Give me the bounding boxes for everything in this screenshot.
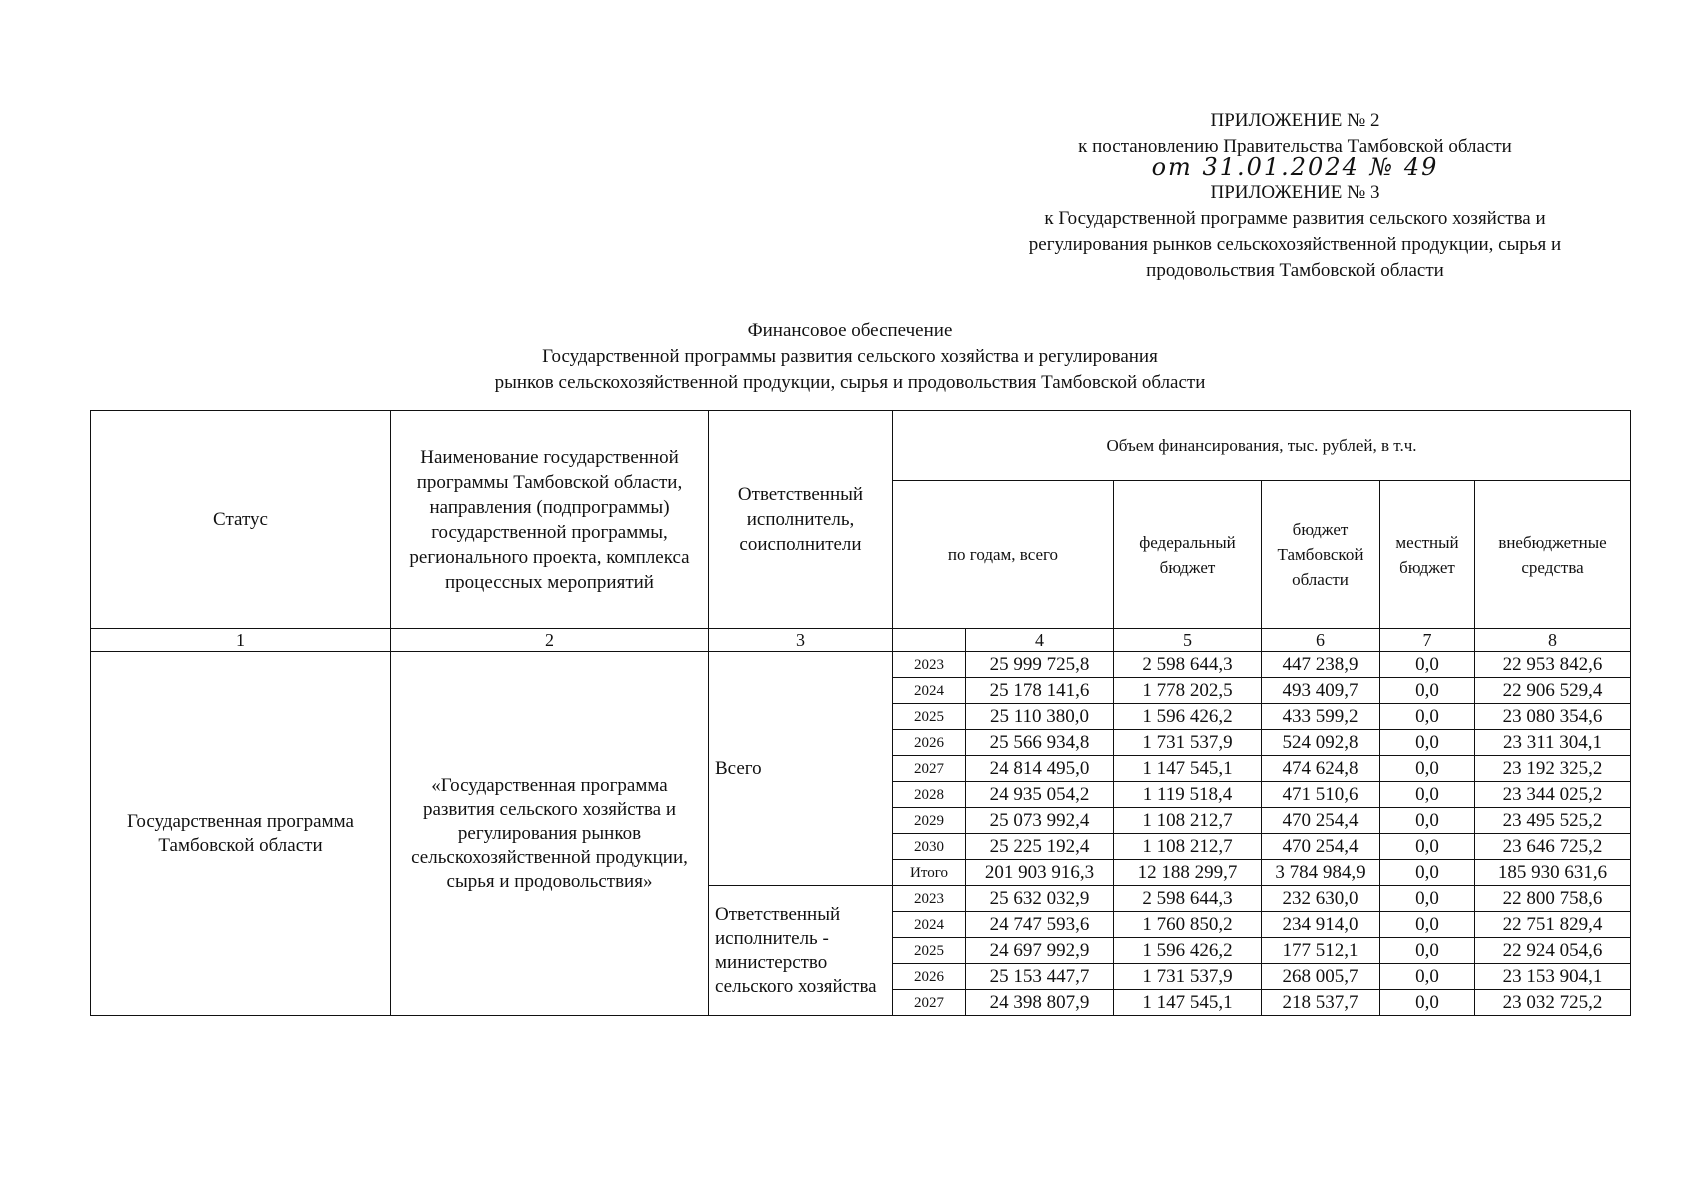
header-program-name: Наименование государственной программы Тамбовской области, направления (подпрограммы) государственной программы, регионального проекта, комплекса процессных мероприятий	[391, 411, 709, 629]
federal-cell: 2 598 644,3	[1114, 886, 1262, 912]
federal-cell: 1 108 212,7	[1114, 808, 1262, 834]
year-cell: 2030	[893, 834, 966, 860]
local-cell: 0,0	[1380, 990, 1475, 1016]
annex3-reference-line1: к Государственной программе развития сельского хозяйства и	[1044, 208, 1546, 229]
year-cell: 2023	[893, 886, 966, 912]
total-cell: 25 178 141,6	[966, 678, 1114, 704]
col-number: 5	[1114, 629, 1262, 652]
annex-header	[960, 108, 1630, 284]
local-cell: 0,0	[1380, 808, 1475, 834]
regional-cell: 268 005,7	[1262, 964, 1380, 990]
federal-cell: 1 108 212,7	[1114, 834, 1262, 860]
total-cell: 24 814 495,0	[966, 756, 1114, 782]
financing-table	[90, 410, 1631, 1016]
year-cell: 2025	[893, 704, 966, 730]
total-cell: 25 153 447,7	[966, 964, 1114, 990]
extrabudgetary-cell: 22 906 529,4	[1475, 678, 1631, 704]
year-cell: 2028	[893, 782, 966, 808]
header-local-budget: местный бюджет	[1380, 481, 1475, 629]
year-cell: 2027	[893, 756, 966, 782]
local-cell: 0,0	[1380, 886, 1475, 912]
extrabudgetary-cell: 23 646 725,2	[1475, 834, 1631, 860]
header-status: Статус	[91, 411, 391, 629]
header-financing-volume: Объем финансирования, тыс. рублей, в т.ч.	[893, 411, 1631, 481]
col-number: 2	[391, 629, 709, 652]
executor-cell: Всего	[709, 652, 893, 886]
local-cell: 0,0	[1380, 938, 1475, 964]
regional-cell: 470 254,4	[1262, 834, 1380, 860]
total-cell: 201 903 916,3	[966, 860, 1114, 886]
regional-cell: 433 599,2	[1262, 704, 1380, 730]
local-cell: 0,0	[1380, 678, 1475, 704]
annex3-reference-line2: регулирования рынков сельскохозяйственной продукции, сырья и	[1028, 234, 1562, 255]
federal-cell: 1 731 537,9	[1114, 964, 1262, 990]
col-number: 3	[709, 629, 893, 652]
extrabudgetary-cell: 23 080 354,6	[1475, 704, 1631, 730]
federal-cell: 1 760 850,2	[1114, 912, 1262, 938]
year-cell: Итого	[893, 860, 966, 886]
title-line1: Финансовое обеспечение	[747, 320, 953, 341]
regional-cell: 232 630,0	[1262, 886, 1380, 912]
extrabudgetary-cell: 185 930 631,6	[1475, 860, 1631, 886]
extrabudgetary-cell: 23 192 325,2	[1475, 756, 1631, 782]
regional-cell: 474 624,8	[1262, 756, 1380, 782]
header-extrabudgetary: внебюджетные средства	[1475, 481, 1631, 629]
federal-cell: 1 147 545,1	[1114, 990, 1262, 1016]
extrabudgetary-cell: 23 495 525,2	[1475, 808, 1631, 834]
regional-cell: 524 092,8	[1262, 730, 1380, 756]
total-cell: 25 566 934,8	[966, 730, 1114, 756]
col-number: 7	[1380, 629, 1475, 652]
local-cell: 0,0	[1380, 730, 1475, 756]
header-by-years: по годам, всего	[893, 481, 1114, 629]
local-cell: 0,0	[1380, 834, 1475, 860]
federal-cell: 1 147 545,1	[1114, 756, 1262, 782]
col-number: 8	[1475, 629, 1631, 652]
extrabudgetary-cell: 22 751 829,4	[1475, 912, 1631, 938]
table-row	[91, 652, 1631, 678]
federal-cell: 1 778 202,5	[1114, 678, 1262, 704]
extrabudgetary-cell: 23 153 904,1	[1475, 964, 1631, 990]
regional-cell: 470 254,4	[1262, 808, 1380, 834]
year-cell: 2026	[893, 964, 966, 990]
year-cell: 2029	[893, 808, 966, 834]
total-cell: 24 398 807,9	[966, 990, 1114, 1016]
regional-cell: 493 409,7	[1262, 678, 1380, 704]
local-cell: 0,0	[1380, 912, 1475, 938]
local-cell: 0,0	[1380, 860, 1475, 886]
title-line3: рынков сельскохозяйственной продукции, сырья и продовольствия Тамбовской области	[494, 372, 1206, 393]
year-cell: 2024	[893, 678, 966, 704]
total-cell: 25 073 992,4	[966, 808, 1114, 834]
federal-cell: 2 598 644,3	[1114, 652, 1262, 678]
annex3-reference-line3: продовольствия Тамбовской области	[1146, 260, 1444, 281]
extrabudgetary-cell: 23 311 304,1	[1475, 730, 1631, 756]
annex2-reference: к постановлению Правительства Тамбовской области	[1078, 136, 1512, 157]
header-regional-budget: бюджет Тамбовской области	[1262, 481, 1380, 629]
total-cell: 25 225 192,4	[966, 834, 1114, 860]
extrabudgetary-cell: 23 344 025,2	[1475, 782, 1631, 808]
col-number-empty	[893, 629, 966, 652]
regional-cell: 447 238,9	[1262, 652, 1380, 678]
regional-cell: 471 510,6	[1262, 782, 1380, 808]
title-line2: Государственной программы развития сельского хозяйства и регулирования	[542, 346, 1158, 367]
local-cell: 0,0	[1380, 964, 1475, 990]
extrabudgetary-cell: 22 953 842,6	[1475, 652, 1631, 678]
program-name-cell: «Государственная программа развития сельского хозяйства и регулирования рынков сельскохозяйственной продукции, сырья и продовольствия»	[391, 652, 709, 1016]
local-cell: 0,0	[1380, 652, 1475, 678]
total-cell: 24 747 593,6	[966, 912, 1114, 938]
regional-cell: 218 537,7	[1262, 990, 1380, 1016]
header-executor: Ответственный исполнитель, соисполнители	[709, 411, 893, 629]
handwritten-date-number: от 31.01.2024 № 49	[1151, 153, 1439, 181]
federal-cell: 12 188 299,7	[1114, 860, 1262, 886]
total-cell: 24 935 054,2	[966, 782, 1114, 808]
col-number: 6	[1262, 629, 1380, 652]
col-number: 1	[91, 629, 391, 652]
regional-cell: 3 784 984,9	[1262, 860, 1380, 886]
federal-cell: 1 119 518,4	[1114, 782, 1262, 808]
col-number: 4	[966, 629, 1114, 652]
status-cell: Государственная программа Тамбовской области	[91, 652, 391, 1016]
executor-cell: Ответственный исполнитель - министерство сельского хозяйства	[709, 886, 893, 1016]
local-cell: 0,0	[1380, 782, 1475, 808]
local-cell: 0,0	[1380, 704, 1475, 730]
federal-cell: 1 731 537,9	[1114, 730, 1262, 756]
total-cell: 25 632 032,9	[966, 886, 1114, 912]
annex3-label: ПРИЛОЖЕНИЕ № 3	[1210, 182, 1380, 203]
header-federal-budget: федеральный бюджет	[1114, 481, 1262, 629]
year-cell: 2025	[893, 938, 966, 964]
extrabudgetary-cell: 23 032 725,2	[1475, 990, 1631, 1016]
year-cell: 2027	[893, 990, 966, 1016]
regional-cell: 177 512,1	[1262, 938, 1380, 964]
document-title	[300, 318, 1400, 396]
local-cell: 0,0	[1380, 756, 1475, 782]
year-cell: 2024	[893, 912, 966, 938]
year-cell: 2023	[893, 652, 966, 678]
extrabudgetary-cell: 22 924 054,6	[1475, 938, 1631, 964]
federal-cell: 1 596 426,2	[1114, 938, 1262, 964]
total-cell: 24 697 992,9	[966, 938, 1114, 964]
year-cell: 2026	[893, 730, 966, 756]
regional-cell: 234 914,0	[1262, 912, 1380, 938]
extrabudgetary-cell: 22 800 758,6	[1475, 886, 1631, 912]
total-cell: 25 110 380,0	[966, 704, 1114, 730]
annex2-label: ПРИЛОЖЕНИЕ № 2	[1210, 110, 1380, 131]
total-cell: 25 999 725,8	[966, 652, 1114, 678]
federal-cell: 1 596 426,2	[1114, 704, 1262, 730]
